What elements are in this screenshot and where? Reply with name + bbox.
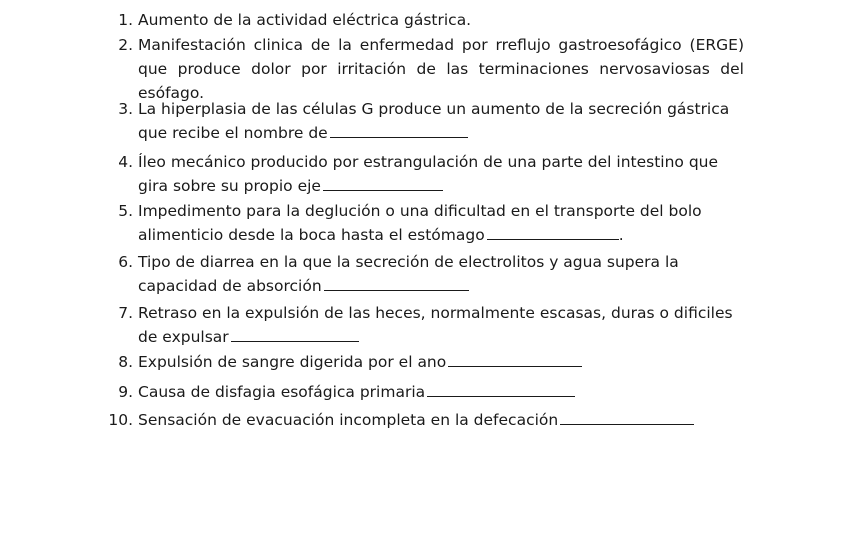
answer-blank[interactable] [231,327,359,342]
question-number: 7. [118,304,133,322]
question-text: La hiperplasia de las células G produce un aumento de la secreción gástrica que recibe el nombre de [138,100,730,142]
question-text-wrap [138,250,744,298]
question-text-wrap [138,380,744,404]
answer-blank[interactable] [330,123,468,138]
question-text-wrap [138,97,744,145]
question-text: Retraso en la expulsión de las heces, normalmente escasas, duras o dificiles de expulsar [138,304,733,346]
question-number: 9. [118,383,133,401]
question-number: 6. [118,253,133,271]
question-number: 10. [108,411,133,429]
question-text: Expulsión de sangre digerida por el ano [138,353,447,371]
question-text-wrap [138,150,744,198]
question-text: Aumento de la actividad eléctrica gástrica. [138,11,472,29]
question-text: Causa de disfagia esofágica primaria [138,383,426,401]
answer-blank[interactable] [487,225,619,240]
question-number: 3. [118,100,133,118]
question-number: 5. [118,202,133,220]
question-text: Tipo de diarrea en la que la secreción de electrolitos y agua supera la capacidad de absorción [138,253,679,295]
answer-blank[interactable] [427,382,575,397]
answer-blank[interactable] [560,410,694,425]
question-text: Sensación de evacuación incompleta en la defecación [138,411,559,429]
question-text: Manifestación clinica de la enfermedad por rreflujo gastroesofágico (ERGE) que produce dolor por irritación de las terminaciones nervosaviosas del esófago. [138,36,744,102]
question-text: Íleo mecánico producido por estrangulación de una parte del intestino que gira sobre su propio eje [138,153,719,195]
question-text-wrap [138,408,744,432]
question-text: Impedimento para la deglución o una dificultad en el transporte del bolo alimenticio desde la boca hasta el estómago [138,202,702,244]
question-number: 2. [118,36,133,54]
question-text-wrap [138,301,744,349]
answer-blank[interactable] [448,352,582,367]
answer-blank[interactable] [323,176,443,191]
question-number: 8. [118,353,133,371]
question-text-wrap [138,350,744,374]
question-punctuation: . [618,226,624,244]
answer-blank[interactable] [324,276,469,291]
question-number: 4. [118,153,133,171]
question-number: 1. [118,11,133,29]
question-text-wrap [138,199,744,247]
